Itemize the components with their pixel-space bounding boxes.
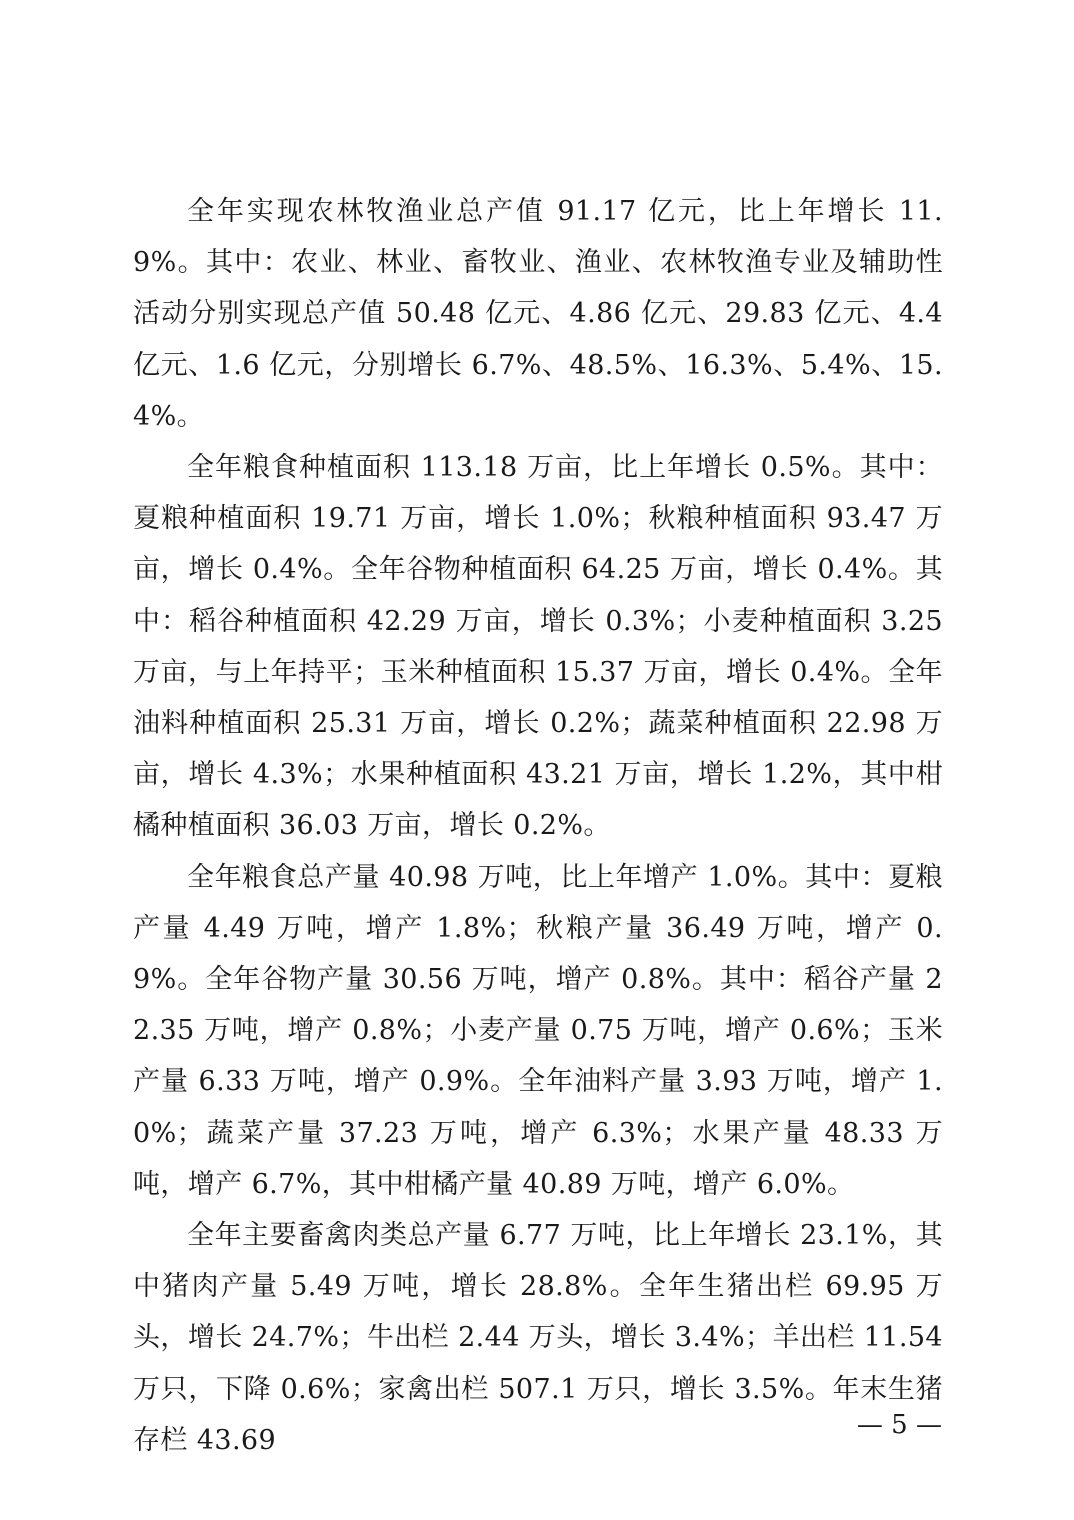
body-text [133,186,943,1466]
paragraph-planting-area: 全年粮食种植面积 113.18 万亩，比上年增长 0.5%。其中：夏粮种植面积 19.71 万亩，增长 1.0%；秋粮种植面积 93.47 万亩，增长 0.4%。全年谷物种植面积 64.25 万亩，增长 0.4%。其中：稻谷种植面积 42.29 万亩，增长 0.3%；小麦种植面积 3.25 万亩，与上年持平；玉米种植面积 15.37 万亩，增长 0.4%。全年油料种植面积 25.31 万亩，增长 0.2%；蔬菜种植面积 22.98 万亩，增长 4.3%；水果种植面积 43.21 万亩，增长 1.2%，其中柑橘种植面积 36.03 万亩，增长 0.2%。 [133,452,943,842]
paragraph-grain-output: 全年粮食总产量 40.98 万吨，比上年增产 1.0%。其中：夏粮产量 4.49 万吨，增产 1.8%；秋粮产量 36.49 万吨，增产 0.9%。全年谷物产量 30.56 万吨，增产 0.8%。其中：稻谷产量 22.35 万吨，增产 0.8%；小麦产量 0.75 万吨，增产 0.6%；玉米产量 6.33 万吨，增产 0.9%。全年油料产量 3.93 万吨，增产 1.0%；蔬菜产量 37.23 万吨，增产 6.3%；水果产量 48.33 万吨，增产 6.7%，其中柑橘产量 40.89 万吨，增产 6.0%。 [133,861,943,1200]
paragraph-agriculture-output: 全年实现农林牧渔业总产值 91.17 亿元，比上年增长 11.9%。其中：农业、林业、畜牧业、渔业、农林牧渔专业及辅助性活动分别实现总产值 50.48 亿元、4.86 亿元、29.83 亿元、4.4 亿元、1.6 亿元，分别增长 6.7%、48.5%、16.3%、5.4%、15.4%。 [133,196,943,432]
page-number: — 5 — [856,1410,942,1440]
paragraph-livestock: 全年主要畜禽肉类总产量 6.77 万吨，比上年增长 23.1%，其中猪肉产量 5.49 万吨，增长 28.8%。全年生猪出栏 69.95 万头，增长 24.7%；牛出栏 2.44 万头，增长 3.4%；羊出栏 11.54 万只，下降 0.6%；家禽出栏 507.1 万只，增长 3.5%。年末生猪存栏 43.69 [133,1220,943,1456]
